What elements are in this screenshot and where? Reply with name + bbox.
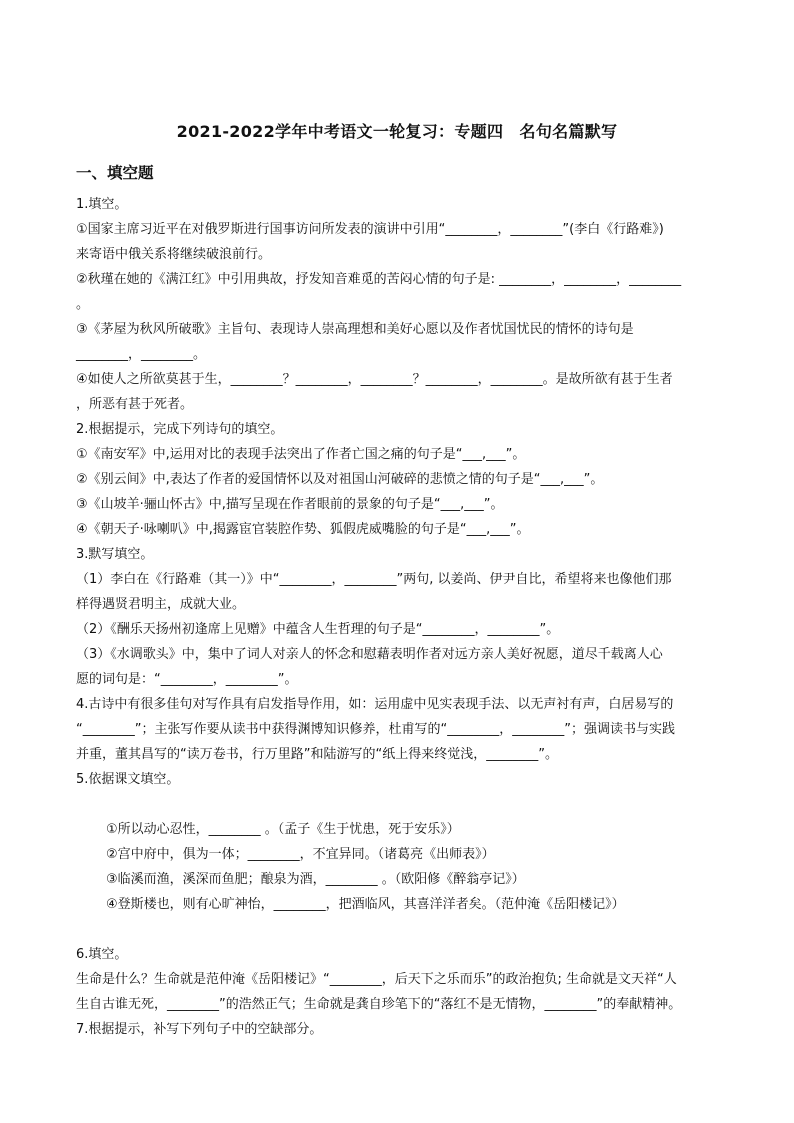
- q5-item-2: ②宫中府中，俱为一体；________，不宜异同。（诸葛亮《出师表》）: [106, 847, 495, 862]
- q1-item-3: ③《茅屋为秋风所破歌》主旨句、表现诗人崇高理想和美好心愿以及作者忧国忧民的情怀的诗句是: [76, 322, 634, 337]
- question-4-line-3: 并重，董其昌写的“读万卷书，行万里路”和陆游写的“纸上得来终觉浅，________”。: [76, 747, 558, 762]
- q5-item-3: ③临溪而渔，溪深而鱼肥；酿泉为酒，________ 。（欧阳修《醉翁亭记》）: [106, 872, 525, 887]
- q1-item-1-cont: 来寄语中俄关系将继续破浪前行。: [76, 247, 272, 262]
- q1-item-2-cont: 。: [76, 297, 90, 312]
- q2-item-3: ③《山坡羊·骊山怀古》中,描写呈现在作者眼前的景象的句子是“___,___”。: [76, 497, 504, 512]
- q3-item-3-cont: 愿的词句是：“________，________”。: [76, 672, 298, 687]
- question-2-heading: 2.根据提示，完成下列诗句的填空。: [76, 422, 284, 437]
- q1-item-3-cont: ________，________。: [76, 347, 207, 362]
- question-4-line-1: 4.古诗中有很多佳句对写作具有启发指导作用，如：运用虚中见实表现手法、以无声衬有声，白居易写的: [76, 697, 674, 712]
- q6-line-2: 生自古谁无死，________”的浩然正气；生命就是龚自珍笔下的“落红不是无情物，________”的奉献精神。: [76, 997, 682, 1012]
- question-4-line-2: “________”；主张写作要从读书中获得渊博知识修养，杜甫写的“________，________”；强调读书与实践: [76, 722, 675, 737]
- question-5-heading: 5.依据课文填空。: [76, 772, 180, 787]
- q3-item-1: （1）李白在《行路难（其一）》中“________，________”两句, 以姜尚、伊尹自比，希望将来也像他们那: [76, 572, 672, 587]
- q5-item-4: ④登斯楼也，则有心旷神怡，________，把酒临风，其喜洋洋者矣。（范仲淹《岳阳楼记》）: [106, 897, 625, 912]
- q1-item-2: ②秋瑾在她的《满江红》中引用典故，抒发知音难觅的苦闷心情的句子是: ________，________，________: [76, 272, 682, 287]
- section-heading: 一、填空题: [76, 164, 154, 182]
- q2-item-1: ①《南安军》中,运用对比的表现手法突出了作者亡国之痛的句子是“___,___”。: [76, 447, 526, 462]
- q1-item-1: ①国家主席习近平在对俄罗斯进行国事访问所发表的演讲中引用“________，________”(李白《行路难》): [76, 222, 664, 237]
- question-7-heading: 7.根据提示，补写下列句子中的空缺部分。: [76, 1022, 323, 1037]
- question-3-heading: 3.默写填空。: [76, 547, 154, 562]
- q1-item-4: ④如使人之所欲莫甚于生，________？________，________？________，________。是故所欲有甚于生者: [76, 372, 673, 387]
- q3-item-2: （2）《酬乐天扬州初逢席上见赠》中蕴含人生哲理的句子是“________，________”。: [76, 622, 560, 637]
- q5-item-1: ①所以动心忍性，________ 。（孟子《生于忧患，死于安乐》）: [106, 822, 460, 837]
- q3-item-3: （3）《水调歌头》中，集中了词人对亲人的怀念和慰藉表明作者对远方亲人美好祝愿，道尽千载离人心: [76, 647, 663, 662]
- q1-item-4-cont: ，所恶有甚于死者。: [76, 397, 194, 412]
- q2-item-4: ④《朝天子·咏喇叭》中,揭露宦官装腔作势、狐假虎威嘴脸的句子是“___,___”。: [76, 522, 530, 537]
- q6-line-1: 生命是什么？生命就是范仲淹《岳阳楼记》“________，后天下之乐而乐”的政治抱负; 生命就是文天祥“人: [76, 972, 677, 987]
- q3-item-1-cont: 样得遇贤君明主，成就大业。: [76, 597, 246, 612]
- question-6-heading: 6.填空。: [76, 947, 128, 962]
- q2-item-2: ②《别云间》中,表达了作者的爱国情怀以及对祖国山河破碎的悲愤之情的句子是“___,___”。: [76, 472, 604, 487]
- question-1-heading: 1.填空。: [76, 197, 128, 212]
- page-title: 2021-2022学年中考语文一轮复习：专题四 名句名篇默写: [176, 122, 618, 141]
